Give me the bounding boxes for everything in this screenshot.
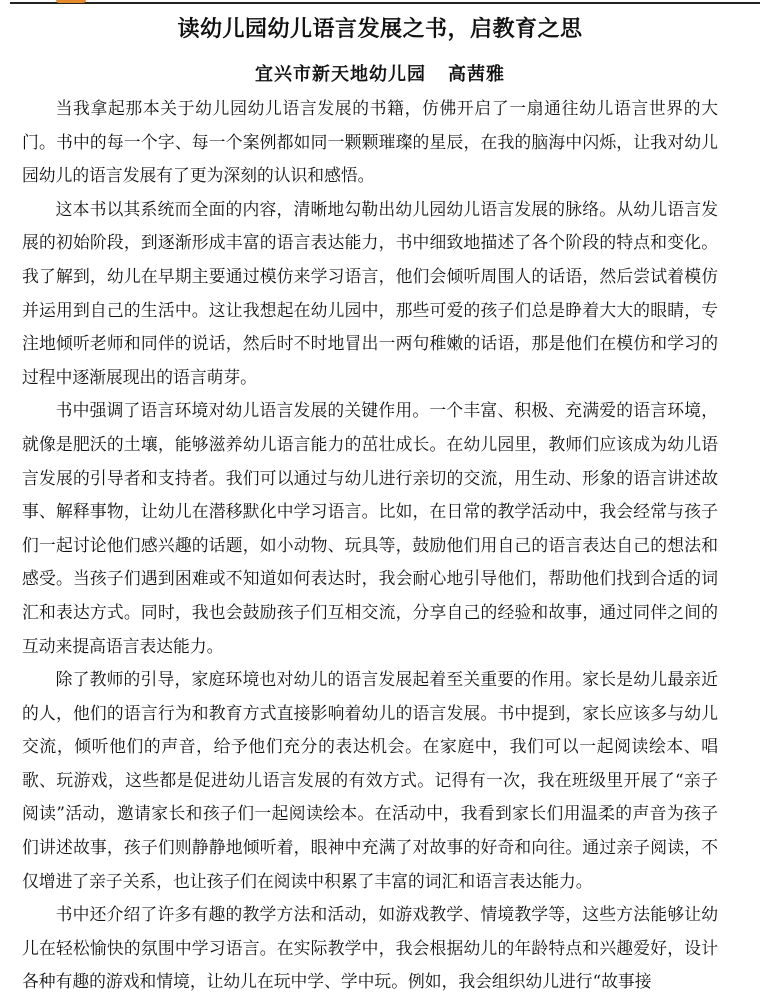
paragraph-5: 书中还介绍了许多有趣的教学方法和活动，如游戏教学、情境教学等，这些方法能够让幼儿在轻松愉快的氛围中学习语言。在实际教学中，我会根据幼儿的年龄特点和兴趣爱好，设计各种有趣的游戏和情境，让幼儿在玩中学、学中玩。例如，我会组织幼儿进行“故事接 <box>22 904 718 992</box>
byline-author: 高茜雅 <box>448 64 505 85</box>
paragraph-3: 书中强调了语言环境对幼儿语言发展的关键作用。一个丰富、积极、充满爱的语言环境，就像是肥沃的土壤，能够滋养幼儿语言能力的茁壮成长。在幼儿园里，教师们应该成为幼儿语言发展的引导者和支持者。我们可以通过与幼儿进行亲切的交流，用生动、形象的语言讲述故事、解释事物，让幼儿在潜移默化中学习语言。比如，在日常的教学活动中，我会经常与孩子们一起讨论他们感兴趣的话题，如小动物、玩具等，鼓励他们用自己的语言表达自己的想法和感受。当孩子们遇到困难或不知道如何表达时，我会耐心地引导他们，帮助他们找到合适的词汇和表达方式。同时，我也会鼓励孩子们互相交流，分享自己的经验和故事，通过同伴之间的互动来提高语言表达能力。 <box>22 400 718 656</box>
byline-school: 宜兴市新天地幼儿园 <box>255 64 426 85</box>
paragraph-4: 除了教师的引导，家庭环境也对幼儿的语言发展起着至关重要的作用。家长是幼儿最亲近的人，他们的语言行为和教育方式直接影响着幼儿的语言发展。书中提到，家长应该多与幼儿交流，倾听他们的声音，给予他们充分的表达机会。在家庭中，我们可以一起阅读绘本、唱歌、玩游戏，这些都是促进幼儿语言发展的有效方式。记得有一次，我在班级里开展了“亲子阅读”活动，邀请家长和孩子们一起阅读绘本。在活动中，我看到家长们用温柔的声音为孩子们讲述故事，孩子们则静静地倾听着，眼神中充满了对故事的好奇和向往。通过亲子阅读，不仅增进了亲子关系，也让孩子们在阅读中积累了丰富的词汇和语言表达能力。 <box>22 669 718 891</box>
paragraph-2: 这本书以其系统而全面的内容，清晰地勾勒出幼儿园幼儿语言发展的脉络。从幼儿语言发展的初始阶段，到逐渐形成丰富的语言表达能力，书中细致地描述了各个阶段的特点和变化。我了解到，幼儿在早期主要通过模仿来学习语言，他们会倾听周围人的话语，然后尝试着模仿并运用到自己的生活中。这让我想起在幼儿园中，那些可爱的孩子们总是睁着大大的眼睛，专注地倾听老师和同伴的说话，然后时不时地冒出一两句稚嫩的话语，那是他们在模仿和学习的过程中逐渐展现出的语言萌芽。 <box>22 198 718 387</box>
document-body <box>22 92 718 999</box>
byline <box>0 60 760 86</box>
header-accent-mark <box>56 0 86 3</box>
document-title: 读幼儿园幼儿语言发展之书，启教育之思 <box>177 17 583 42</box>
paragraph-1: 当我拿起那本关于幼儿园幼儿语言发展的书籍，仿佛开启了一扇通往幼儿语言世界的大门。书中的每一个字、每一个案例都如同一颗颗璀璨的星辰，在我的脑海中闪烁，让我对幼儿园幼儿的语言发展有了更为深刻的认识和感悟。 <box>22 98 718 186</box>
header-rule <box>10 2 760 4</box>
